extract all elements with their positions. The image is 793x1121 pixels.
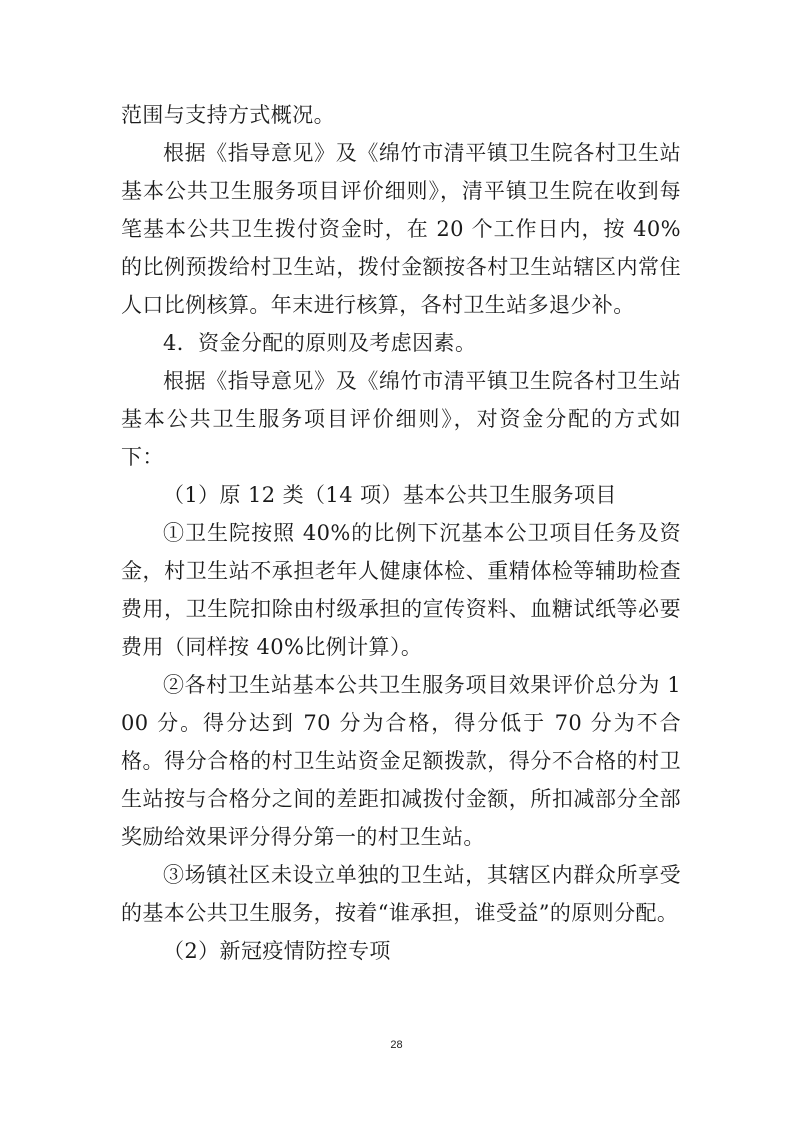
list-item-2: ②各村卫生站基本公共卫生服务项目效果评价总分为 100 分。得分达到 70 分为合格，得分低于 70 分为不合格。得分合格的村卫生站资金足额拨款，得分不合格的村卫生站按与合格分之间的差距扣减拨付金额，所扣减部分全部奖励给效果评分得分第一的村卫生站。	[121, 673, 681, 849]
list-item-3: ③场镇社区未设立单独的卫生站，其辖区内群众所享受的基本公共卫生服务，按着“谁承担，谁受益”的原则分配。	[121, 863, 681, 925]
subsection-heading-2: （2）新冠疫情防控专项	[163, 939, 391, 963]
body-text	[121, 96, 681, 970]
paragraph-3: 根据《指导意见》及《绵竹市清平镇卫生院各村卫生站基本公共卫生服务项目评价细则》，对资金分配的方式如下：	[121, 369, 681, 469]
paragraph-1: 范围与支持方式概况。	[121, 103, 335, 127]
section-heading-4: 4．资金分配的原则及考虑因素。	[163, 331, 477, 355]
paragraph-2: 根据《指导意见》及《绵竹市清平镇卫生院各村卫生站基本公共卫生服务项目评价细则》，清平镇卫生院在收到每笔基本公共卫生拨付资金时，在 20 个工作日内，按 40%的比例预拨给村卫生站，拨付金额按各村卫生站辖区内常住人口比例核算。年末进行核算，各村卫生站多退少补。	[121, 141, 681, 317]
page-number: 28	[390, 1039, 403, 1051]
list-item-1: ①卫生院按照 40%的比例下沉基本公卫项目任务及资金，村卫生站不承担老年人健康体检、重精体检等辅助检查费用，卫生院扣除由村级承担的宣传资料、血糖试纸等必要费用（同样按 40%比例计算）。	[121, 521, 681, 659]
subsection-heading-1: （1）原 12 类（14 项）基本公共卫生服务项目	[163, 483, 617, 507]
